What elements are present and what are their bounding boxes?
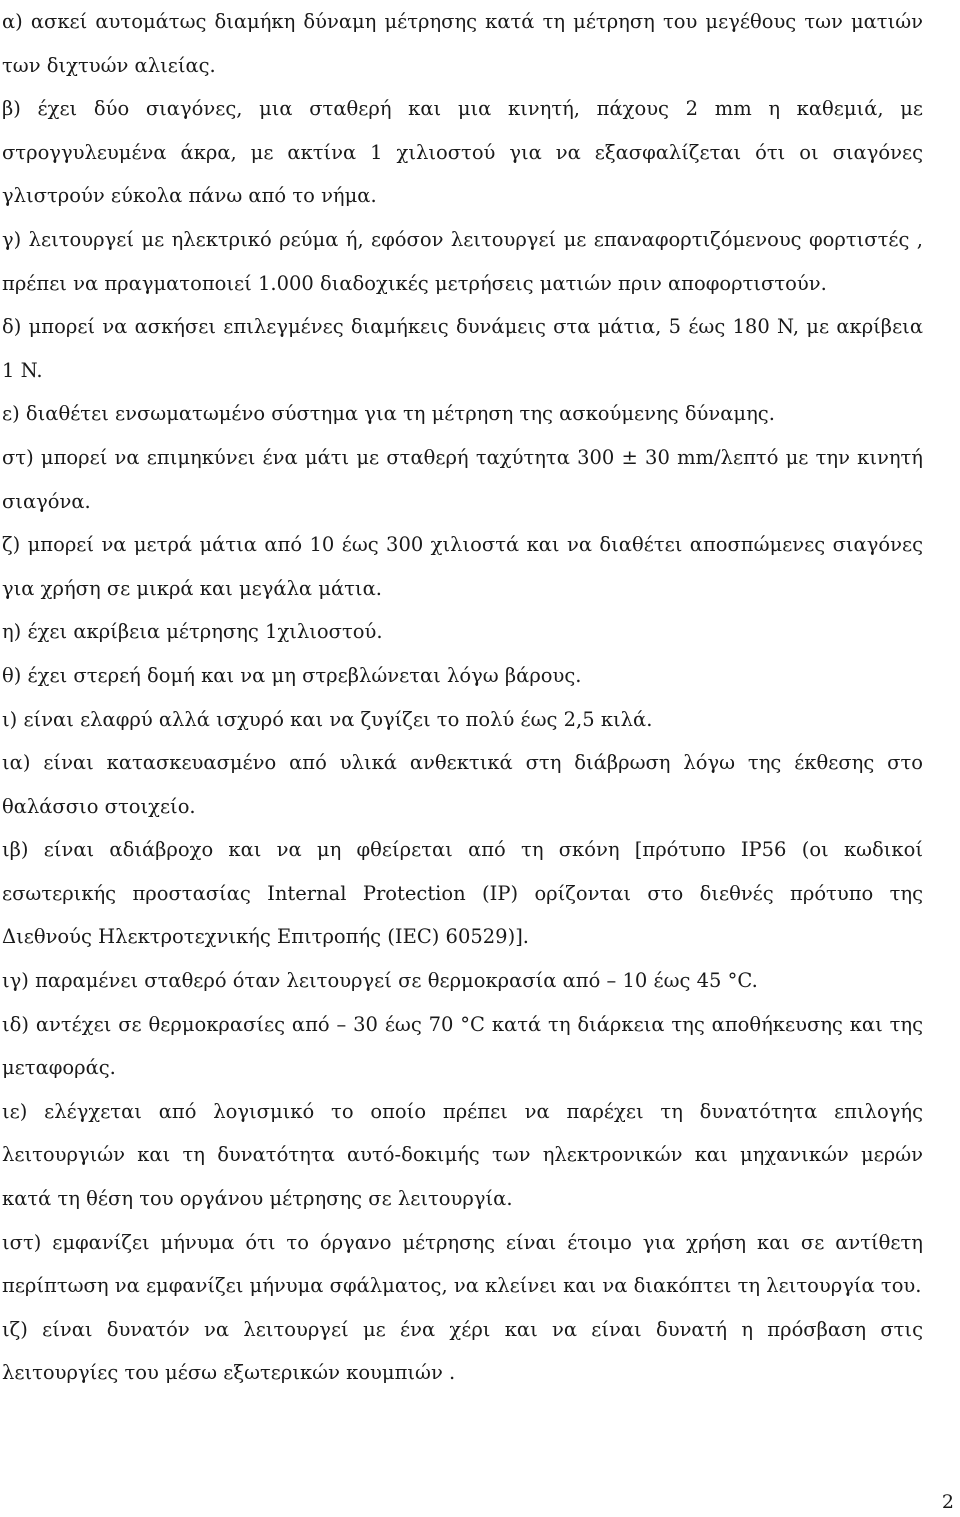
item-b: β) έχει δύο σιαγόνες, μια σταθερή και μια κινητή, πάχους 2 mm η καθεμιά, με στρογγυλευμένα άκρα, με ακτίνα 1 χιλιοστού για να εξασφαλίζεται ότι οι σιαγόνες γλιστρούν εύκολα πάνω από το νήμα.	[2, 97, 923, 208]
item-th: θ) έχει στερεή δομή και να μη στρεβλώνεται λόγω βάρους.	[2, 663, 582, 687]
document-body	[2, 0, 923, 1395]
item-d: δ) μπορεί να ασκήσει επιλεγμένες διαμήκεις δυνάμεις στα μάτια, 5 έως 180 N, με ακρίβεια 1 N.	[2, 315, 923, 382]
item-e: ε) διαθέτει ενσωματωμένο σύστημα για τη μέτρηση της ασκούμενης δύναμης.	[2, 402, 775, 426]
page-number: 2	[941, 1491, 954, 1513]
item-ist: ιστ) εμφανίζει μήνυμα ότι το όργανο μέτρησης είναι έτοιμο για χρήση και σε αντίθετη περίπτωση να εμφανίζει μήνυμα σφάλματος, να κλείνει και να διακόπτει τη λειτουργία του.	[2, 1230, 923, 1298]
item-st: στ) μπορεί να επιμηκύνει ένα μάτι με σταθερή ταχύτητα 300 ± 30 mm/λεπτό με την κινητή σιαγόνα.	[2, 445, 923, 513]
item-c: γ) λειτουργεί με ηλεκτρικό ρεύμα ή, εφόσον λειτουργεί με επαναφορτιζόμενους φορτιστές , πρέπει να πραγματοποιεί 1.000 διαδοχικές μετρήσεις ματιών πριν αποφορτιστούν.	[2, 227, 923, 295]
item-ia: ια) είναι κατασκευασμένο από υλικά ανθεκτικά στη διάβρωση λόγω της έκθεσης στο θαλάσσιο στοιχείο.	[2, 751, 923, 818]
item-ie: ιε) ελέγχεται από λογισμικό το οποίο πρέπει να παρέχει τη δυνατότητα επιλογής λειτουργιών και τη δυνατότητα αυτό-δοκιμής των ηλεκτρονικών και μηχανικών μερών κατά τη θέση του οργάνου μέτρησης σε λειτουργία.	[2, 1099, 923, 1211]
item-iota: ι) είναι ελαφρύ αλλά ισχυρό και να ζυγίζει το πολύ έως 2,5 κιλά.	[2, 707, 653, 731]
item-a: α) ασκεί αυτομάτως διαμήκη δύναμη μέτρησης κατά τη μέτρηση του μεγέθους των ματιών των διχτυών αλιείας.	[2, 10, 923, 77]
item-i: η) έχει ακρίβεια μέτρησης 1χιλιοστού.	[2, 620, 383, 644]
item-id: ιδ) αντέχει σε θερμοκρασίες από – 30 έως 70 °C κατά τη διάρκεια της αποθήκευσης και της μεταφοράς.	[2, 1012, 923, 1080]
item-ib: ιβ) είναι αδιάβροχο και να μη φθείρεται από τη σκόνη [πρότυπο IP56 (οι κωδικοί εσωτερικής προστασίας Internal Protection (IP) ορίζονται στο διεθνές πρότυπο της Διεθνούς Ηλεκτροτεχνικής Επιτροπής (IEC) 60529)].	[2, 838, 923, 949]
item-z: ζ) μπορεί να μετρά μάτια από 10 έως 300 χιλιοστά και να διαθέτει αποσπώμενες σιαγόνες για χρήση σε μικρά και μεγάλα μάτια.	[2, 533, 923, 600]
item-iz: ιζ) είναι δυνατόν να λειτουργεί με ένα χέρι και να είναι δυνατή η πρόσβαση στις λειτουργίες του μέσω εξωτερικών κουμπιών .	[2, 1317, 923, 1385]
item-ig: ιγ) παραμένει σταθερό όταν λειτουργεί σε θερμοκρασία από – 10 έως 45 °C.	[2, 969, 758, 993]
